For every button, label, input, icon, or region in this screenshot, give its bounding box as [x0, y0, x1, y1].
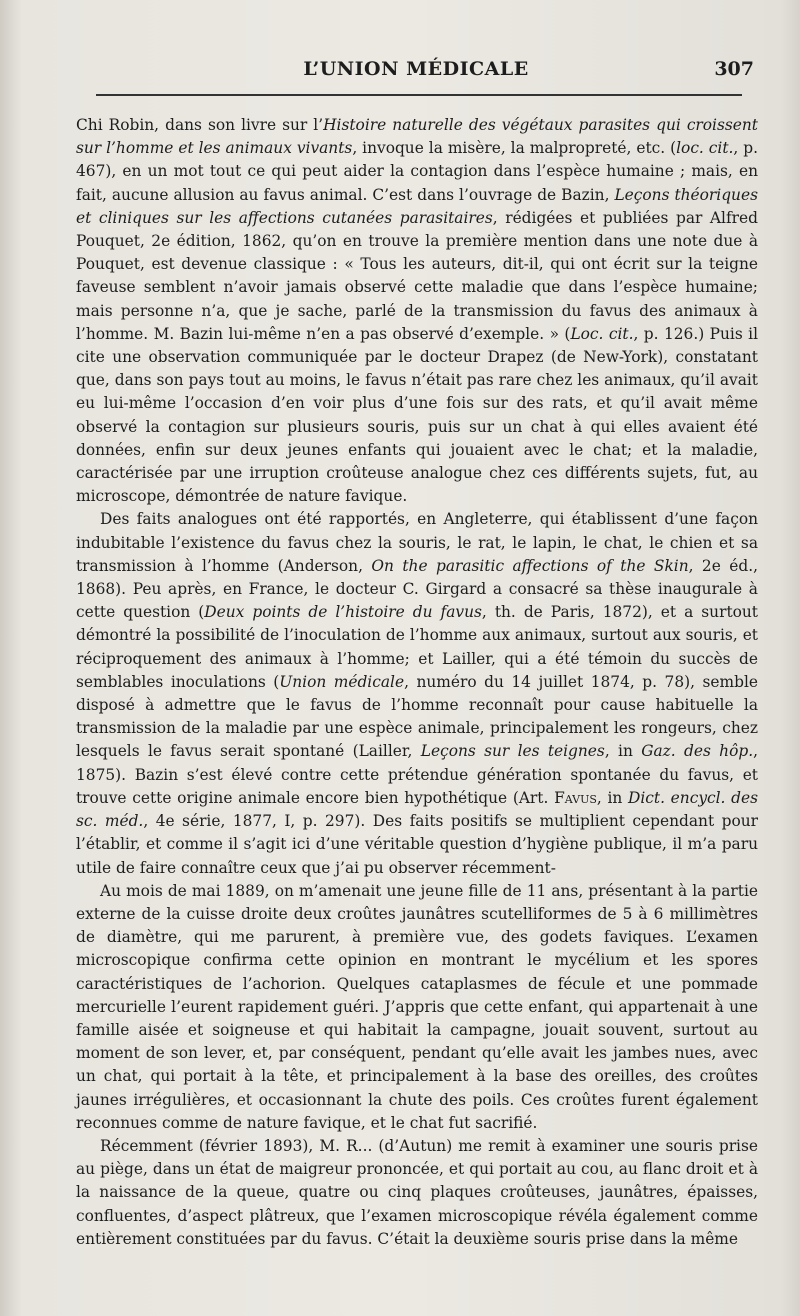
- italic-run: Leçons sur les teignes: [420, 742, 605, 761]
- italic-run: Loc. cit.: [570, 324, 634, 343]
- text-run: , p. 467), en un mot tout ce qui peut aider la contagion dans l’espèce humaine ; mais, en fait, aucune allusion au favus animal. C’est dans l’ouvrage de Bazin,: [76, 139, 758, 204]
- text-run: Favus: [554, 788, 597, 807]
- italic-run: On the parasitic affections of the Skin: [371, 556, 689, 575]
- italic-run: Leçons théoriques et cliniques sur les affections cutanées parasitaires: [76, 185, 758, 227]
- text-run: , invoque la misère, la malpropreté, etc. (: [352, 139, 677, 158]
- italic-run: Gaz. des hôp.: [641, 742, 754, 761]
- text-run: Chi Robin, dans son livre sur l’: [76, 116, 324, 134]
- paragraph: [76, 508, 758, 879]
- page-header: [78, 58, 754, 86]
- paragraph: [76, 1135, 758, 1251]
- italic-run: Union médicale: [279, 672, 405, 691]
- italic-run: Dict. encycl. des sc. méd.: [76, 788, 759, 831]
- article-body: [76, 114, 758, 1251]
- text-run: , in: [604, 742, 642, 761]
- text-run: Au mois de mai 1889, on m’amenait une jeune fille de 11 ans, présentant à la partie externe de la cuisse droite deux croûtes jaunâtres scutelliformes de 5 à 6 millimètres de diamètre, qui me parurent, à première vue, des godets faviques. L’examen microscopique confirma cette opinion en montrant le mycélium et les spores caractéristiques de l’achorion. Quelques cataplasmes de fécule et une pommade mercurielle l’eurent rapidement guéri. J’appris que cette enfant, qui appartenait à une famille aisée et soigneuse et qui habitait la campagne, jouait souvent, surtout au moment de son lever, et, par conséquent, pendant qu’elle avait les jambes nues, avec un chat, qui portait à la tête, et principalement à la base des oreilles, des croûtes jaunes irrégulières, et occasionnant la chute des poils. Ces croûtes furent également reconnues comme de nature favique, et le chat fut sacrifié.: [76, 881, 758, 1132]
- page-number: 307: [714, 58, 754, 80]
- paragraph: [76, 114, 758, 508]
- text-run: , rédigées et publiées par Alfred Pouquet, 2e édition, 1862, qu’on en trouve la première mention dans une note due à Pouquet, est devenue classique : « Tous les auteurs, dit-il, qui ont écrit sur la teigne faveuse semblent n’avoir jamais observé cette maladie que dans l’espèce humaine; mais personne n’a, que je sache, parlé de la transmission du favus des animaux à l’homme. M. Bazin lui-même n’en a pas observé d’exemple. » (: [76, 208, 758, 343]
- paragraph: [76, 880, 758, 1135]
- text-run: , 2e éd., 1868). Peu après, en France, le docteur C. Girgard a consacré sa thèse inaugurale à cette question (: [76, 556, 758, 622]
- italic-run: loc. cit.: [676, 139, 734, 158]
- text-run: , p. 126.) Puis il cite une observation communiquée par le docteur Drapez (de New-York), constatant que, dans son pays tout au moins, le favus n’était pas rare chez les animaux, qu’il avait eu lui-même l’occasion d’en voir plus d’une fois sur des rats, et qu’il avait même observé la contagion sur plusieurs souris, puis sur un chat à qui elles avaient été données, enfin sur deux jeunes enfants qui jouaient avec le chat; et la maladie, caractérisée par une irruption croûteuse analogue chez ces différents sujets, fut, au microscope, démontrée de nature favique.: [76, 324, 758, 506]
- running-title: L’UNION MÉDICALE: [303, 58, 529, 80]
- text-run: Récemment (février 1893), M. R... (d’Autun) me remit à examiner une souris prise au piège, dans un état de maigreur prononcée, et qui portait au cou, au flanc droit et à la naissance de la queue, quatre ou cinq plaques croûteuses, jaunâtres, épaisses, confluentes, d’aspect plâtreux, que l’examen microscopique révéla également comme entièrement constituées par du favus. C’était la deuxième souris prise dans la même: [76, 1136, 758, 1248]
- italic-run: Histoire naturelle des végétaux parasites qui croissent sur l’homme et les animaux vivants: [76, 116, 758, 158]
- text-run: , numéro du 14 juillet 1874, p. 78), semble disposé à admettre que le favus de l’homme reconnaît pour cause habituelle la transmission de la maladie par une espèce animale, principalement les rongeurs, chez lesquels le favus serait spontané (Lailler,: [76, 672, 758, 761]
- text-run: , in: [596, 788, 629, 807]
- text-run: , 4e série, 1877, I, p. 297). Des faits positifs se multiplient cependant pour l’établir, et comme il s’agit ici d’une véritable question d’hygiène publique, il m’a paru utile de faire connaître ceux que j’ai pu observer récemment-: [76, 812, 758, 877]
- header-rule: [96, 94, 742, 96]
- text-run: Des faits analogues ont été rapportés, en Angleterre, qui établissent d’une façon indubitable l’existence du favus chez la souris, le rat, le lapin, le chat, le chien et sa transmission à l’homme (Anderson,: [76, 510, 758, 575]
- text-run: , th. de Paris, 1872), et a surtout démontré la possibilité de l’inoculation de l’homme aux animaux, surtout aux souris, et réciproquement des animaux à l’homme; et Lailler, qui a été témoin du succès de semblables inoculations (: [76, 603, 758, 691]
- italic-run: Deux points de l’histoire du favus: [204, 603, 482, 622]
- text-run: , 1875). Bazin s’est élevé contre cette prétendue génération spontanée du favus, et trouve cette origine animale encore bien hypothétique (Art.: [76, 742, 759, 807]
